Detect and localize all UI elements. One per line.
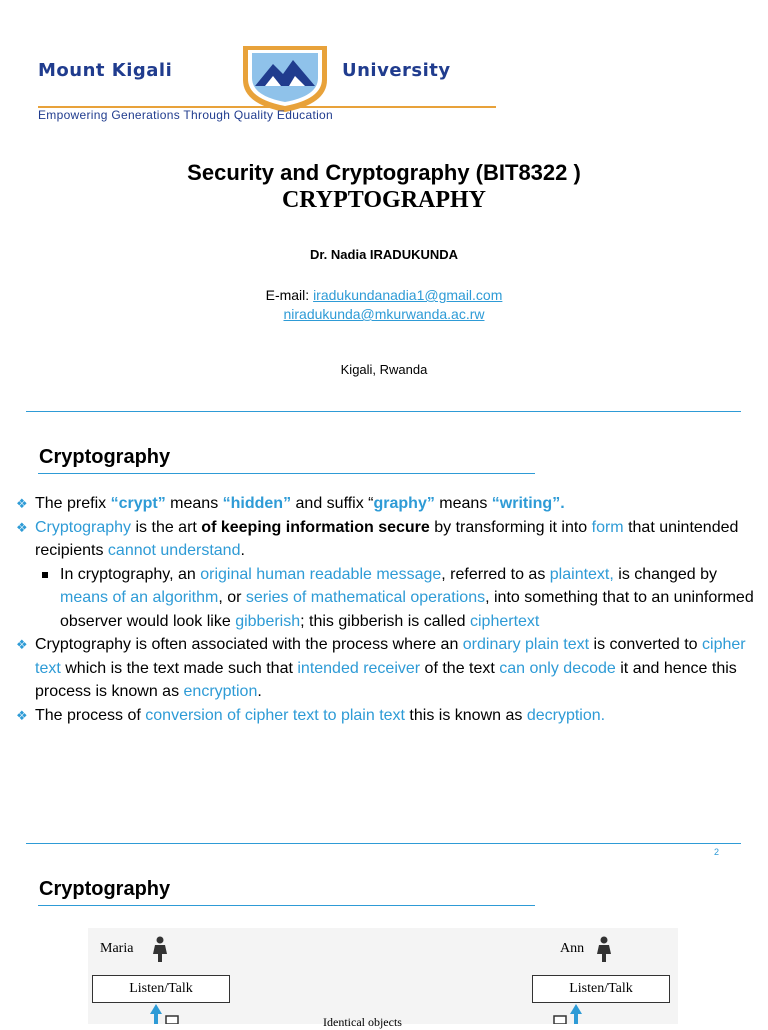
text-run: of the text (420, 659, 500, 677)
bullet-list (16, 492, 762, 727)
highlight-text: Cryptography (35, 518, 132, 536)
highlight-text: ordinary plain text (462, 636, 590, 653)
text-run: means (434, 495, 492, 512)
logo-text-right: University (342, 60, 451, 81)
square-bullet-icon (42, 572, 48, 578)
bullet-item (16, 704, 762, 728)
person-icon (152, 936, 168, 962)
up-arrow-icon (552, 1004, 582, 1024)
highlight-text: original human readable message (200, 565, 442, 583)
text-run: , or (218, 589, 246, 606)
bullet-item (16, 516, 762, 563)
text-run: this is known as (404, 706, 527, 724)
text-run: is changed by (613, 565, 718, 583)
course-subtitle: CRYPTOGRAPHY (281, 187, 487, 213)
text-run: ; this gibberish is called (300, 612, 470, 630)
bold-text: of keeping information secure (201, 518, 430, 536)
highlight-text: cipher text (35, 636, 746, 677)
text-run: it and hence this process is known as (35, 659, 737, 700)
bullet-item (16, 633, 762, 704)
slide-title: Cryptography (39, 878, 171, 900)
text-run: is converted to (589, 636, 703, 653)
text-run: . (240, 542, 245, 559)
up-arrow-icon (150, 1004, 180, 1024)
highlight-text: gibberish (235, 612, 301, 630)
highlight-text: form (591, 518, 624, 536)
highlight-text: “crypt” (110, 495, 166, 512)
sub-bullet-item (16, 563, 762, 634)
email-label: E-mail: (265, 287, 314, 303)
text-run: The prefix (35, 495, 111, 512)
page-number: 2 (714, 847, 720, 857)
highlight-text: decryption. (526, 706, 606, 724)
text-run: by transforming it into (429, 518, 592, 536)
highlight-text: cannot understand (107, 542, 241, 559)
text-run: The process of (35, 706, 146, 724)
right-listen-talk-box: Listen/Talk (532, 975, 670, 1003)
title-underline (38, 905, 535, 906)
highlight-text: conversion of cipher text to plain text (145, 706, 405, 724)
highlight-text: plaintext, (549, 565, 614, 583)
slide-title: Cryptography (39, 446, 171, 468)
left-person-label: Maria (100, 941, 134, 956)
diamond-bullet-icon: ❖ (16, 519, 28, 535)
slide-divider (26, 843, 741, 844)
highlight-text: can only decode (499, 659, 616, 677)
diamond-bullet-icon: ❖ (16, 707, 28, 723)
title-underline (38, 473, 535, 474)
highlight-text: “writing”. (491, 495, 565, 512)
highlight-text: intended receiver (297, 659, 421, 677)
text-run: is the art (131, 518, 202, 536)
email-line-secondary (0, 306, 768, 322)
text-run: that unintended recipients (35, 518, 739, 559)
email-link-secondary[interactable]: niradukunda@mkurwanda.ac.rw (283, 306, 485, 322)
diamond-bullet-icon: ❖ (16, 496, 28, 511)
text-run: which is the text made such that (60, 659, 298, 677)
highlight-text: encryption (183, 683, 258, 700)
communication-diagram (88, 928, 678, 1029)
text-run: , into something that to an uninformed observer would look like (60, 589, 754, 630)
location: Kigali, Rwanda (340, 362, 428, 377)
highlight-text: means of an algorithm (60, 589, 219, 606)
course-title: Security and Cryptography (BIT8322 ) (187, 160, 581, 185)
highlight-text: “hidden” (222, 495, 292, 512)
logo-text-left: Mount Kigali (38, 60, 173, 81)
highlight-text: graphy” (373, 495, 435, 512)
text-run: means (165, 495, 223, 512)
email-link-primary[interactable]: iradukundanadia1@gmail.com (313, 287, 503, 303)
left-listen-talk-box: Listen/Talk (92, 975, 230, 1003)
diamond-bullet-icon: ❖ (16, 637, 28, 652)
highlight-text: series of mathematical operations (245, 589, 486, 606)
tagline: Empowering Generations Through Quality Education (38, 108, 334, 122)
highlight-text: ciphertext (470, 612, 540, 630)
right-person-label: Ann (560, 941, 585, 956)
text-run: . (257, 683, 262, 700)
text-run: In cryptography, an (60, 565, 201, 583)
author-name: Dr. Nadia IRADUKUNDA (309, 247, 459, 262)
slide-divider (26, 411, 741, 412)
text-run: and suffix “ (291, 495, 374, 512)
middle-label: Identical objects (323, 1015, 402, 1029)
text-run: Cryptography is often associated with the process where an (35, 636, 463, 653)
email-line (0, 287, 768, 303)
person-icon (596, 936, 612, 962)
text-run: , referred to as (441, 565, 550, 583)
university-shield-logo (235, 42, 335, 114)
bullet-item (16, 492, 762, 516)
